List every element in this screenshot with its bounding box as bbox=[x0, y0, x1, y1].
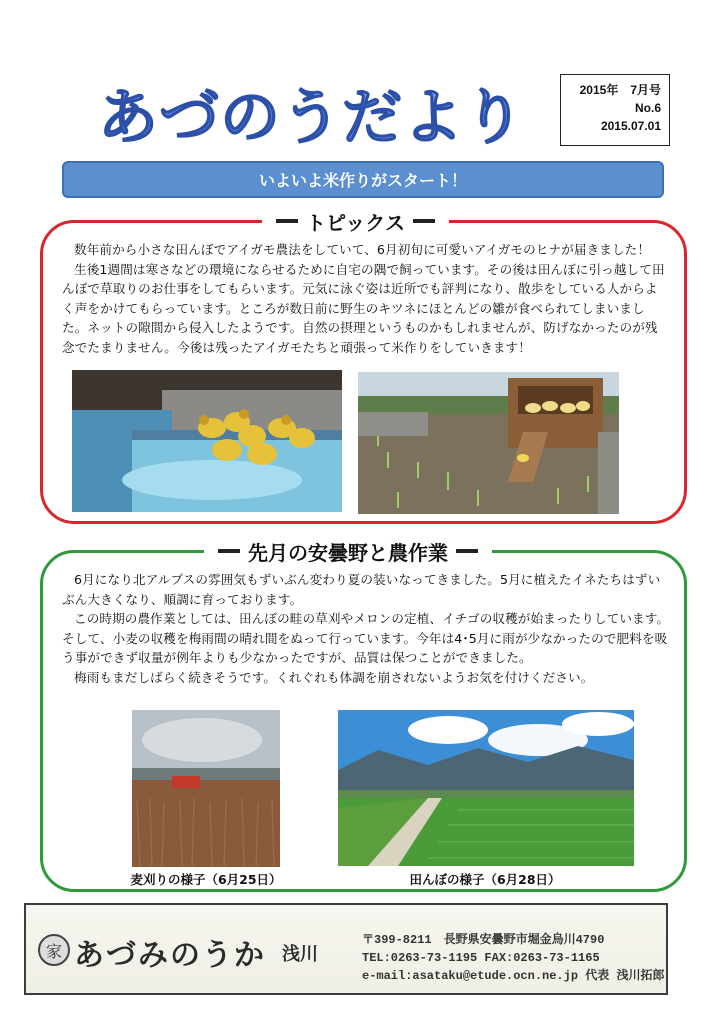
farming-title-text: 先月の安曇野と農作業 bbox=[248, 540, 448, 565]
paddy-photo-caption: 田んぼの様子（6月28日） bbox=[409, 872, 561, 887]
topics-paragraph: 生後1週間は寒さなどの環境にならせるために自宅の隅で飼っています。その後は田んぼに引っ越して田んぼで草取りのお仕事をしてもらいます。元気に泳ぐ姿は近所でも評判になり、散歩をしている人からよく声をかけてもらっています。ところが数日前に野生のキツネにほとんどの雛が食べられてしまいました。ネットの隙間から侵入したようです。自然の摂理というものかもしれませんが、防げなかったのが残念でたまりません。今後は残ったアイガモたちと頑張って米作りをしていきます！ bbox=[62, 261, 665, 355]
wheat-harvest-photo bbox=[132, 710, 280, 867]
farming-paragraph: 6月になり北アルプスの雰囲気もずいぶん変わり夏の装いなってきました。5月に植えたイネたちはずいぶん大きくなり、順調に育っております。 bbox=[62, 572, 661, 607]
headline-banner bbox=[62, 161, 664, 198]
postal-address: 〒399-8211 長野県安曇野市堀金烏川4790 bbox=[362, 933, 605, 947]
logo-glyph: 家 bbox=[45, 941, 62, 961]
headline-text: いよいよ米作りがスタート！ bbox=[258, 171, 467, 190]
duck-paddy-photo bbox=[358, 372, 619, 514]
title-dash-left bbox=[276, 219, 298, 223]
farming-paragraph: この時期の農作業としては、田んぼの畦の草刈やメロンの定植、イチゴの収穫が始まったりしています。そして、小麦の収穫を梅雨間の晴れ間をぬって行っています。今年は4･5月に雨が少なかったので肥料を吸う事ができず収量が例年よりも少なかったですが、品質は保つことができました。 bbox=[62, 611, 670, 665]
issue-month: 2015年 7月号 bbox=[579, 83, 661, 97]
title-dash-right bbox=[413, 219, 435, 223]
topics-title-text: トピックス bbox=[306, 210, 405, 235]
farm-family-name: 浅川 bbox=[282, 944, 318, 965]
rice-paddy-photo bbox=[338, 710, 634, 866]
issue-info bbox=[560, 74, 670, 146]
farming-body bbox=[62, 570, 672, 687]
topics-title bbox=[262, 206, 449, 236]
title-dash-left bbox=[218, 549, 240, 553]
masthead-title bbox=[96, 70, 516, 160]
topics-paragraph: 数年前から小さな田んぼでアイガモ農法をしていて、6月初旬に可愛いアイガモのヒナが届きました！ bbox=[74, 242, 651, 257]
topics-body bbox=[62, 240, 670, 357]
email-representative: e-mail:asataku@etude.ocn.ne.jp 代表 浅川拓郎 bbox=[362, 969, 665, 983]
farming-paragraph: 梅雨もまだしばらく続きそうです。くれぐれも体調を崩されないようお気を付けください。 bbox=[74, 669, 594, 685]
title-dash-right bbox=[456, 549, 478, 553]
farm-logo-icon bbox=[38, 934, 70, 966]
issue-number: No.6 bbox=[634, 101, 661, 115]
ducklings-bath-photo bbox=[72, 370, 342, 512]
masthead-title-text: あづのうだより bbox=[98, 83, 516, 153]
contact-info bbox=[362, 931, 664, 985]
tel-fax: TEL:0263-73-1195 FAX:0263-73-1165 bbox=[362, 951, 600, 965]
issue-date: 2015.07.01 bbox=[600, 119, 661, 133]
farm-brand: あづみのうか bbox=[74, 938, 266, 973]
wheat-photo-caption: 麦刈りの様子（6月25日） bbox=[130, 872, 282, 887]
farming-title bbox=[204, 536, 492, 566]
